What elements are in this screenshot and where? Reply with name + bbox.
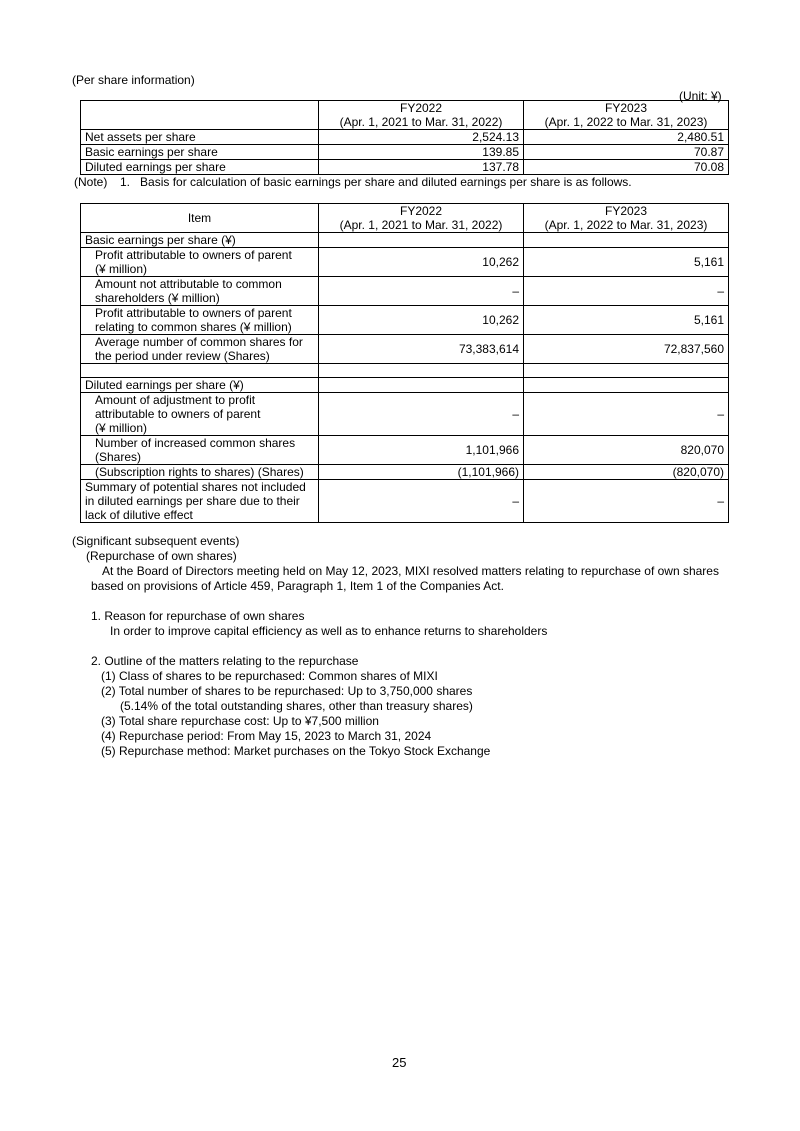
row-label [81, 393, 319, 436]
table-row [81, 160, 729, 175]
row-label-line: (¥ million) [95, 262, 148, 276]
row-label: Diluted earnings per share [81, 160, 319, 175]
row-label: Net assets per share [81, 130, 319, 145]
row-label-line: shareholders (¥ million) [95, 291, 220, 305]
outline-item: (3) Total share repurchase cost: Up to ¥7,500 million [101, 714, 379, 728]
unit-label: (Unit: ¥) [679, 89, 722, 103]
row-label-line: Summary of potential shares not included [85, 480, 306, 494]
note-text: 1. Basis for calculation of basic earnings per share and diluted earnings per share is as follows. [120, 175, 632, 189]
table-row [81, 465, 729, 480]
basis-table [80, 203, 729, 523]
row-label-line: Amount of adjustment to profit [95, 393, 256, 407]
subsequent-paragraph-line2: based on provisions of Article 459, Paragraph 1, Item 1 of the Companies Act. [91, 579, 504, 593]
empty-cell [319, 364, 524, 378]
row-label [81, 248, 319, 277]
cell-fy2022: – [319, 480, 524, 523]
header-fy2022 [319, 204, 524, 233]
row-label-line: Average number of common shares for [95, 335, 303, 349]
cell-fy2023: – [524, 480, 729, 523]
cell-fy2023: 5,161 [524, 248, 729, 277]
table-row [81, 335, 729, 364]
per-share-section-title: (Per share information) [72, 73, 195, 87]
row-label-line: Profit attributable to owners of parent [95, 306, 292, 320]
row-label-line: attributable to owners of parent [95, 407, 261, 421]
row-label-line: (Shares) [95, 450, 142, 464]
empty-cell [524, 378, 729, 393]
cell-fy2022: 10,262 [319, 306, 524, 335]
row-label [81, 335, 319, 364]
header-fy2022 [319, 101, 524, 130]
header-fy2022-year: FY2022 [399, 204, 443, 218]
empty-cell [524, 233, 729, 248]
table-section-row [81, 233, 729, 248]
cell-fy2023: 2,480.51 [524, 130, 729, 145]
row-label-line: lack of dilutive effect [85, 508, 193, 522]
subsequent-paragraph-line1: At the Board of Directors meeting held on May 12, 2023, MIXI resolved matters relating to repurchase of own shares [102, 564, 719, 578]
per-share-table [80, 100, 729, 175]
cell-fy2023: 70.08 [524, 160, 729, 175]
table-row [81, 393, 729, 436]
header-fy2023-period: (Apr. 1, 2022 to Mar. 31, 2023) [544, 218, 708, 232]
cell-fy2022: 139.85 [319, 145, 524, 160]
table-header-row [81, 101, 729, 130]
table-row [81, 130, 729, 145]
outline-title: 2. Outline of the matters relating to the repurchase [91, 654, 359, 668]
outline-item-continuation: (5.14% of the total outstanding shares, other than treasury shares) [120, 699, 473, 713]
cell-fy2023: 72,837,560 [524, 335, 729, 364]
cell-fy2022: (1,101,966) [319, 465, 524, 480]
cell-fy2022: 73,383,614 [319, 335, 524, 364]
table-row [81, 277, 729, 306]
note-label: (Note) [74, 175, 108, 189]
cell-fy2023: – [524, 277, 729, 306]
outline-item: (5) Repurchase method: Market purchases on the Tokyo Stock Exchange [101, 744, 491, 758]
table-header-row [81, 204, 729, 233]
table-row [81, 248, 729, 277]
header-fy2022-year: FY2022 [399, 101, 443, 115]
row-label-line: Amount not attributable to common [95, 277, 282, 291]
cell-fy2023: – [524, 393, 729, 436]
subsequent-subtitle: (Repurchase of own shares) [86, 549, 237, 563]
reason-title: 1. Reason for repurchase of own shares [91, 609, 305, 623]
cell-fy2023: 5,161 [524, 306, 729, 335]
row-label-line: Profit attributable to owners of parent [95, 248, 292, 262]
cell-fy2022: 1,101,966 [319, 436, 524, 465]
cell-fy2022: – [319, 393, 524, 436]
row-label-line: relating to common shares (¥ million) [95, 320, 292, 334]
outline-item: (4) Repurchase period: From May 15, 2023 to March 31, 2024 [101, 729, 432, 743]
row-label-line: Number of increased common shares [95, 436, 296, 450]
cell-fy2023: (820,070) [524, 465, 729, 480]
cell-fy2023: 70.87 [524, 145, 729, 160]
empty-cell [81, 364, 319, 378]
empty-cell [319, 378, 524, 393]
row-label [81, 436, 319, 465]
cell-fy2022: – [319, 277, 524, 306]
row-label [81, 306, 319, 335]
header-fy2023-year: FY2023 [604, 204, 648, 218]
section-label-basic: Basic earnings per share (¥) [81, 233, 319, 248]
outline-item: (1) Class of shares to be repurchased: Common shares of MIXI [101, 669, 438, 683]
header-fy2022-period: (Apr. 1, 2021 to Mar. 31, 2022) [339, 218, 503, 232]
reason-text: In order to improve capital efficiency as well as to enhance returns to shareholders [110, 624, 548, 638]
header-item: Item [81, 204, 319, 233]
subsequent-title: (Significant subsequent events) [72, 534, 240, 548]
cell-fy2022: 10,262 [319, 248, 524, 277]
section-label-diluted: Diluted earnings per share (¥) [81, 378, 319, 393]
header-fy2023 [524, 204, 729, 233]
cell-fy2022: 2,524.13 [319, 130, 524, 145]
table-row [81, 306, 729, 335]
table-row [81, 480, 729, 523]
table-section-row [81, 378, 729, 393]
header-fy2023 [524, 101, 729, 130]
header-fy2022-period: (Apr. 1, 2021 to Mar. 31, 2022) [339, 115, 503, 129]
row-label [81, 480, 319, 523]
row-label-line: (¥ million) [95, 421, 148, 435]
table-spacer-row [81, 364, 729, 378]
row-label-line: the period under review (Shares) [95, 349, 270, 363]
empty-cell [524, 364, 729, 378]
row-label: (Subscription rights to shares) (Shares) [81, 465, 319, 480]
row-label: Basic earnings per share [81, 145, 319, 160]
outline-item: (2) Total number of shares to be repurchased: Up to 3,750,000 shares [101, 684, 473, 698]
cell-fy2022: 137.78 [319, 160, 524, 175]
table-row [81, 436, 729, 465]
page-number: 25 [392, 1055, 407, 1070]
table-row [81, 145, 729, 160]
empty-cell [319, 233, 524, 248]
row-label [81, 277, 319, 306]
header-fy2023-year: FY2023 [604, 101, 648, 115]
cell-fy2023: 820,070 [524, 436, 729, 465]
header-fy2023-period: (Apr. 1, 2022 to Mar. 31, 2023) [544, 115, 708, 129]
header-empty-cell [81, 101, 319, 130]
row-label-line: in diluted earnings per share due to their [85, 494, 300, 508]
